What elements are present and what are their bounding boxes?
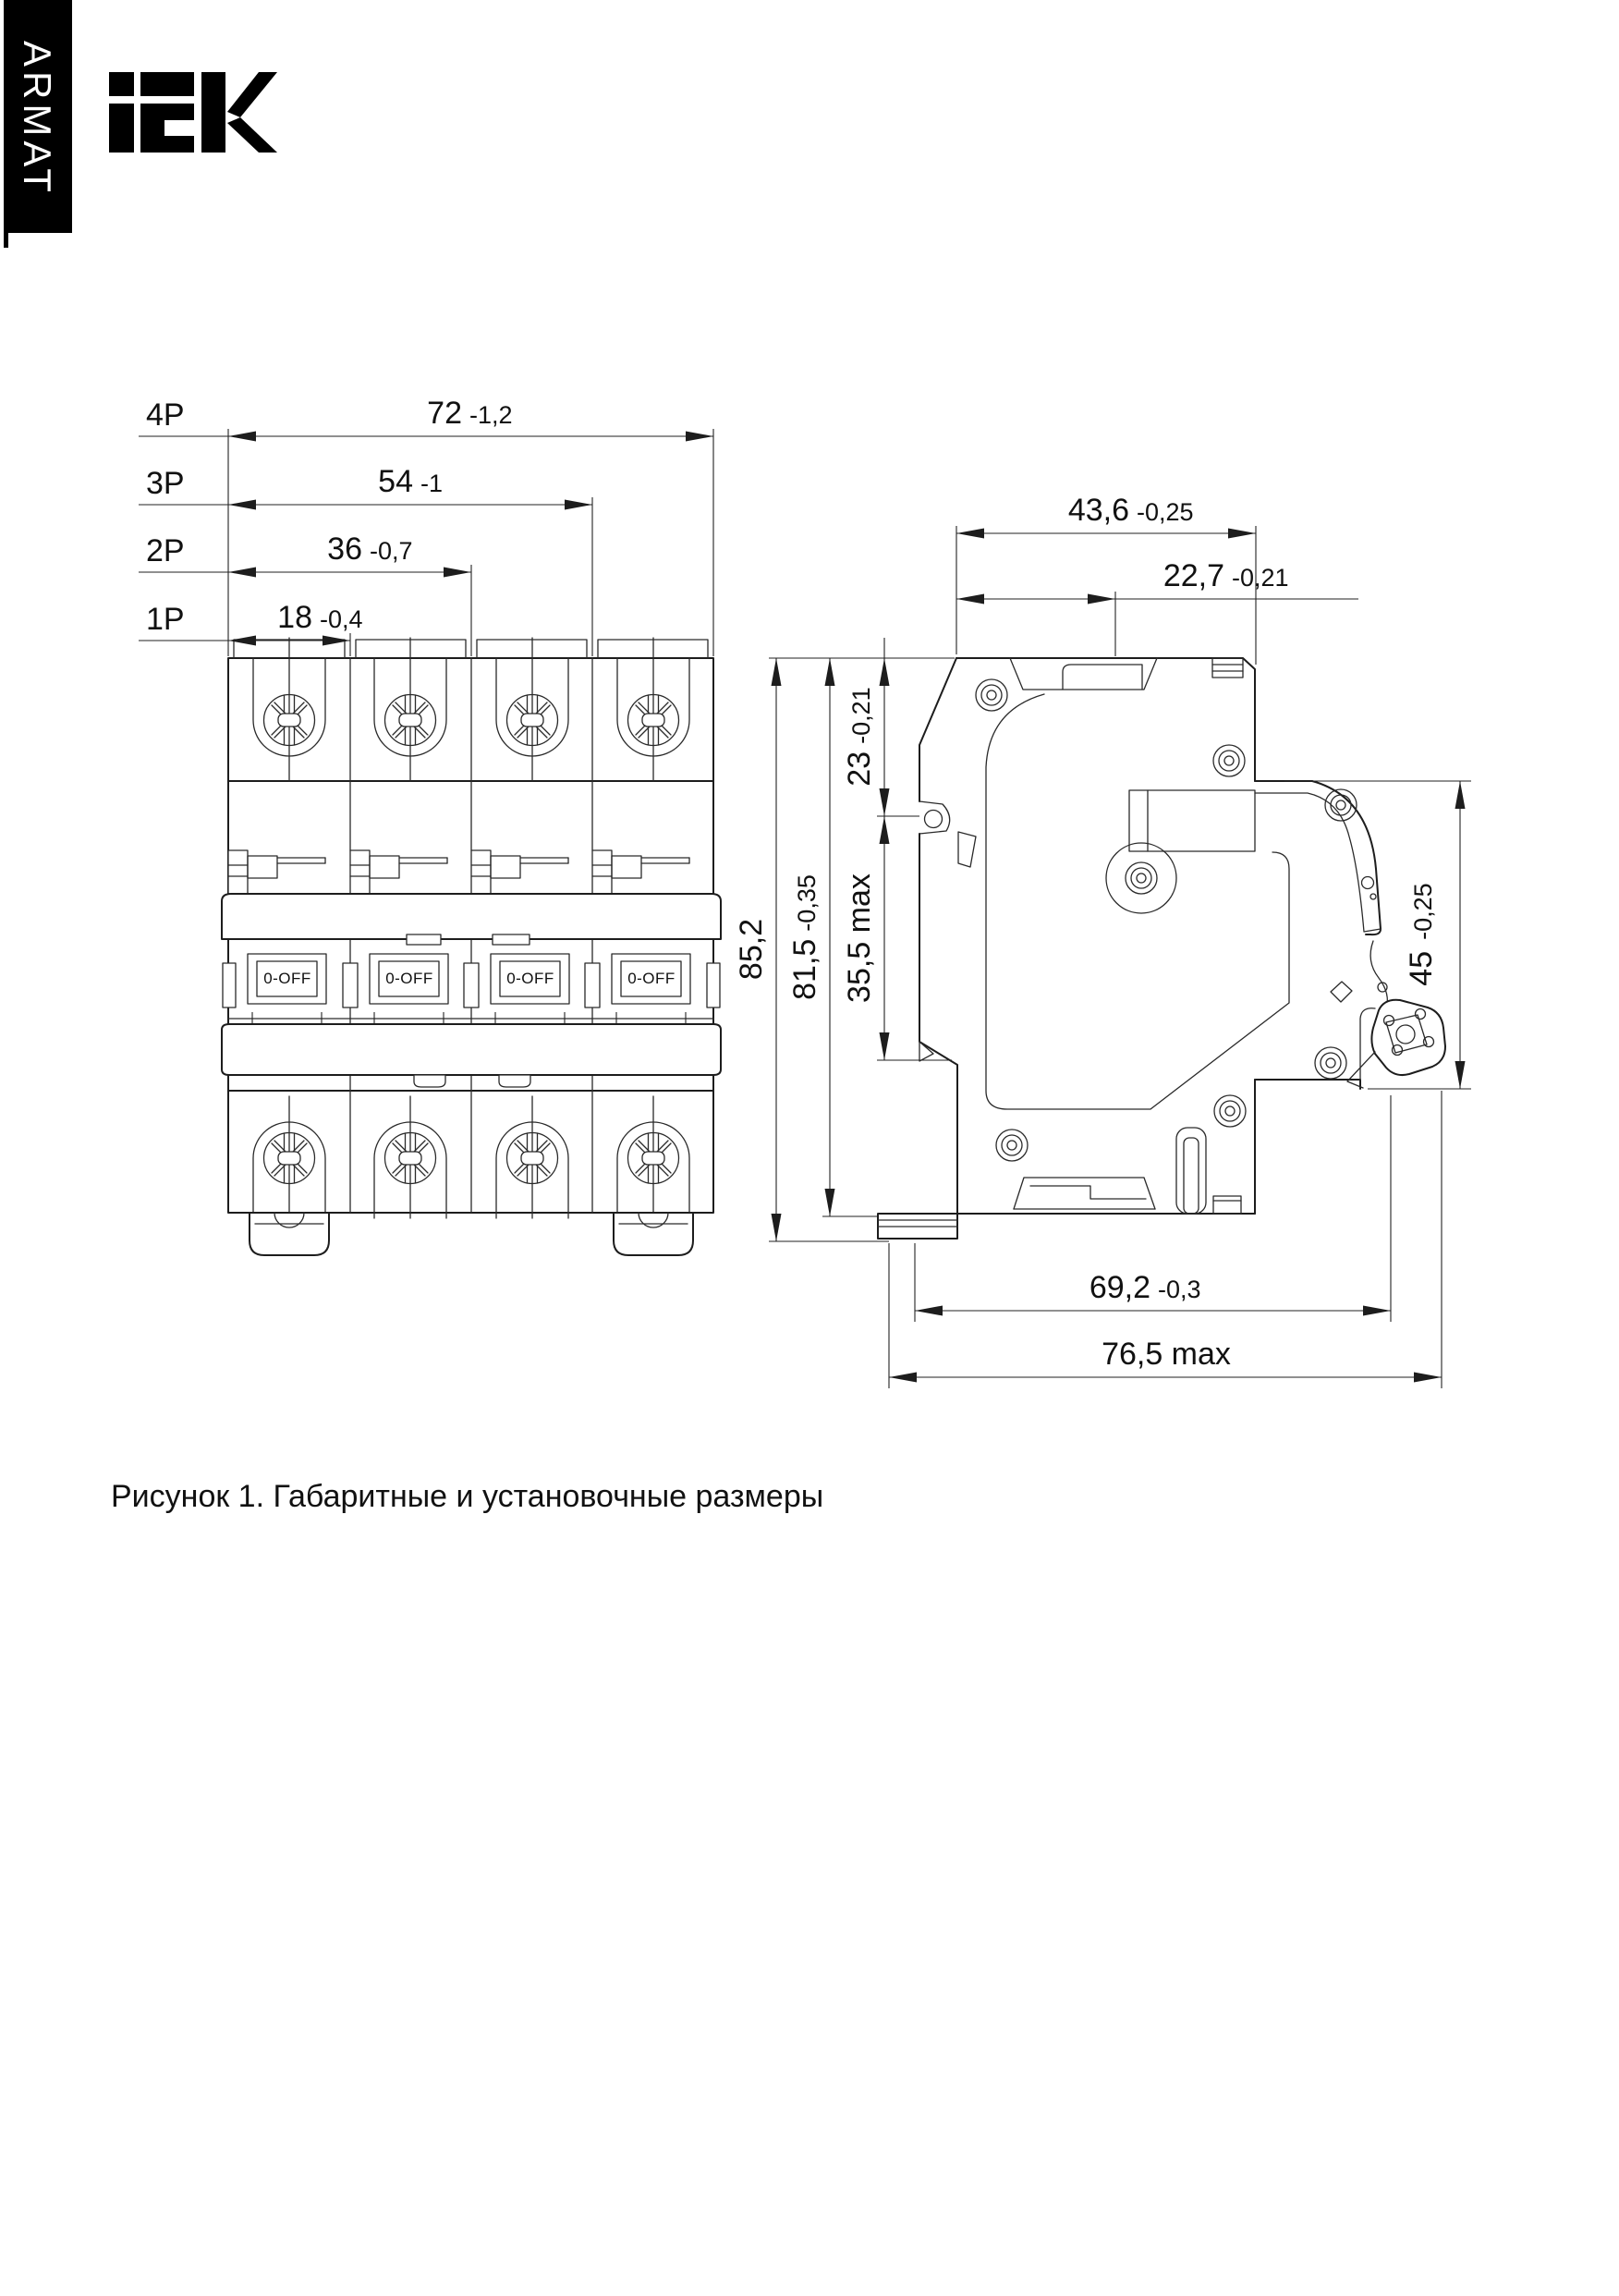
dim-value: 69,2: [1089, 1270, 1150, 1305]
pole-latch-tabs: [228, 850, 689, 894]
dim-tolerance: -0,4: [320, 605, 363, 633]
dim-tolerance: -1,2: [469, 401, 513, 429]
switch-state-label: 0-OFF: [385, 970, 433, 987]
brand-sidebar: [4, 0, 72, 248]
din-clip-foot: [878, 1214, 957, 1239]
dim-rotated: 85,2: [734, 918, 769, 981]
front-view: [222, 638, 721, 1255]
dim-tolerance: -0,7: [370, 537, 413, 565]
dim-value: 36: [327, 531, 362, 567]
pole-count-label: 4P: [146, 397, 185, 433]
dim-depth: [956, 493, 1256, 539]
dim-value: 76,5 max: [1102, 1337, 1231, 1372]
pole-count-label: 3P: [146, 466, 185, 501]
dim-rotated: 81,5-0,35: [787, 874, 822, 1000]
switch-state-label: 0-OFF: [627, 970, 676, 987]
figure-caption: Рисунок 1. Габаритные и установочные размеры: [111, 1479, 824, 1514]
side-view-dimensions: [734, 493, 1471, 1388]
toggle-rail: [222, 1024, 721, 1075]
pole-count-label: 1P: [146, 602, 185, 637]
rivets: [976, 679, 1357, 1161]
dim-din-to-front: [956, 558, 1358, 605]
dim-base-depth: [915, 1270, 1391, 1316]
side-view: [878, 658, 1445, 1239]
dim-tolerance: -0,25: [1137, 498, 1194, 526]
dim-row-3p: [139, 464, 592, 510]
dim-value: 54: [378, 464, 413, 499]
dim-value: 22,7: [1163, 558, 1224, 593]
dim-value: 18: [277, 600, 312, 635]
dim-max-depth: [889, 1337, 1442, 1383]
iek-logo: [109, 72, 277, 153]
dim-row-1p: [139, 600, 363, 646]
dim-tolerance: -0,3: [1158, 1276, 1201, 1303]
front-view-dimensions: [139, 396, 713, 656]
din-clips: [250, 1213, 693, 1255]
dim-body-height: [787, 658, 835, 1216]
brand-bar-tail: [4, 233, 8, 248]
upper-ledge: [222, 894, 721, 939]
dim-handle-zone: [842, 816, 890, 1060]
side-top-face: [956, 658, 1255, 781]
dim-row-2p: [139, 531, 471, 578]
series-label: ARMAT: [16, 41, 59, 197]
dim-top-to-shoulder: [842, 638, 890, 816]
dim-tolerance: -0,21: [1232, 564, 1289, 592]
switch-state-label: 0-OFF: [506, 970, 554, 987]
switch-state-label: 0-OFF: [263, 970, 311, 987]
dim-value: 72: [427, 396, 462, 431]
dim-rotated: 35,5 max: [842, 873, 877, 1003]
dim-rotated: 45-0,25: [1404, 883, 1439, 986]
dim-value: 43,6: [1067, 493, 1129, 528]
pole-count-label: 2P: [146, 533, 185, 568]
dim-rotated: 23-0,21: [842, 687, 877, 787]
dim-total-height: [734, 658, 782, 1241]
dim-row-4p: [139, 396, 713, 442]
dim-tolerance: -1: [420, 470, 444, 497]
